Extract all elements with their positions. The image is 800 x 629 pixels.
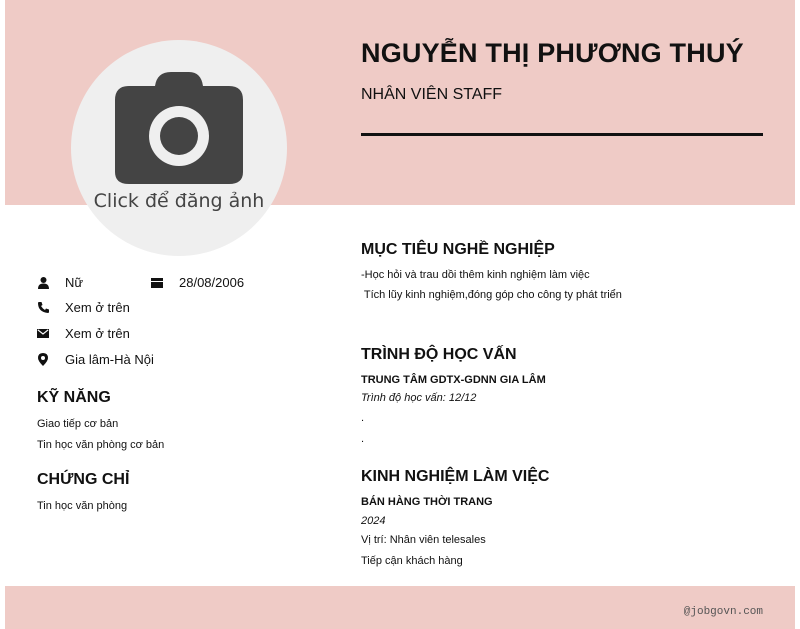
address-value: Gia lâm-Hà Nội (65, 352, 154, 367)
email-row (37, 326, 130, 341)
footer-brand: @jobgovn.com (683, 606, 763, 618)
envelope-icon (37, 328, 49, 340)
phone-value: Xem ở trên (65, 300, 130, 315)
gender-value: Nữ (65, 275, 84, 290)
full-name: NGUYỄN THỊ PHƯƠNG THUÝ (361, 38, 744, 68)
calendar-icon (151, 277, 163, 289)
experience-year: 2024 (361, 515, 386, 527)
experience-heading: KINH NGHIỆM LÀM VIỆC (361, 468, 550, 485)
location-pin-icon (37, 354, 49, 366)
avatar-upload[interactable] (71, 40, 287, 256)
dob-row (151, 275, 244, 290)
education-school: TRUNG TÂM GDTX-GDNN GIA LÂM (361, 374, 546, 386)
address-row (37, 352, 154, 367)
skill-item: Tin học văn phòng cơ bản (37, 439, 165, 451)
education-note: . (361, 433, 365, 445)
email-value: Xem ở trên (65, 326, 130, 341)
experience-role: Vị trí: Nhân viên telesales (361, 534, 486, 546)
experience-task: Tiếp cận khách hàng (361, 555, 463, 567)
job-position: NHÂN VIÊN STAFF (361, 86, 503, 103)
header-divider (361, 133, 763, 136)
camera-icon (115, 72, 243, 184)
experience-company: BÁN HÀNG THỜI TRANG (361, 496, 493, 508)
education-heading: TRÌNH ĐỘ HỌC VẤN (361, 346, 517, 363)
dob-value: 28/08/2006 (179, 275, 245, 290)
skills-heading: KỸ NĂNG (37, 389, 111, 406)
person-icon (37, 277, 49, 289)
footer-band (5, 586, 795, 629)
skill-item: Giao tiếp cơ bản (37, 418, 119, 430)
education-level: Trình độ học vấn: 12/12 (361, 392, 477, 404)
phone-icon (37, 302, 49, 314)
gender-row (37, 275, 83, 290)
objective-line: -Học hỏi và trau dồi thêm kinh nghiệm làm việc (361, 269, 590, 281)
education-note: . (361, 412, 365, 424)
phone-row (37, 300, 130, 315)
certificates-heading: CHỨNG CHỈ (37, 471, 130, 488)
objective-line: Tích lũy kinh nghiệm,đóng góp cho công ty phát triển (361, 289, 622, 301)
certificate-item: Tin học văn phòng (37, 500, 128, 512)
photo-upload-label: Click để đăng ảnh (93, 190, 265, 212)
objective-heading: MỤC TIÊU NGHỀ NGHIỆP (361, 241, 555, 258)
